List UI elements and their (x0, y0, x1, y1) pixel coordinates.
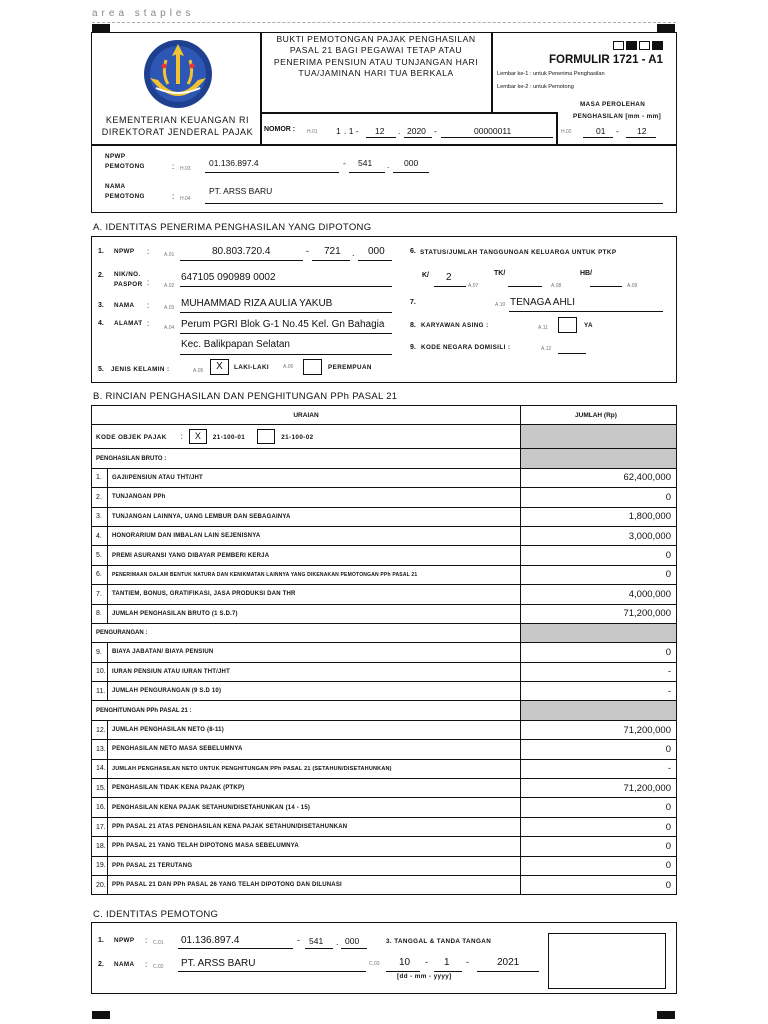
corner-mark (657, 24, 675, 32)
row-amount: 62,400,000 (521, 468, 677, 487)
table-row (92, 856, 677, 875)
row-description: BIAYA JABATAN/ BIAYA PENSIUN (108, 643, 521, 662)
masa-to: 12 (637, 126, 647, 136)
alamat-line-1: Perum PGRI Blok G-1 No.45 Kel. Gn Bahagia (181, 319, 385, 330)
nomor-part: 00000011 (474, 126, 512, 136)
row-description: JUMLAH PENGHASILAN NETO (8-11) (108, 720, 521, 739)
masa-label-2: PENGHASILAN [mm - mm] (573, 113, 662, 120)
row-amount: 71,200,000 (521, 779, 677, 798)
kode-objek-row: KODE OBJEK PAJAK : X 21-100-01 21-100-02 (92, 425, 521, 449)
npwp-pemotong-label: NPWP PEMOTONG (105, 153, 145, 170)
signature-box[interactable] (548, 933, 666, 989)
tanggal-dd: 10 (399, 957, 411, 968)
row-number: 13. (92, 740, 108, 759)
row-amount: - (521, 682, 677, 701)
row-amount: 71,200,000 (521, 720, 677, 739)
npwp-pemotong-c: 01.136.897.4 (181, 935, 240, 946)
row-description: TUNJANGAN PPh (108, 488, 521, 507)
row-number: 7. (92, 585, 108, 604)
row-number: 17. (92, 817, 108, 836)
alamat-line-2: Kec. Balikpapan Selatan (181, 339, 290, 350)
pengurangan-heading (92, 623, 677, 642)
row-number: 11. (92, 682, 108, 701)
title-line: PASAL 21 BAGI PEGAWAI TETAP ATAU (289, 45, 463, 56)
row-amount: 0 (521, 856, 677, 875)
sheet-1-note: Lembar ke-1 : untuk Penerima Penghasilan (497, 71, 605, 77)
row-amount: - (521, 759, 677, 778)
row-amount: 1,800,000 (521, 507, 677, 526)
row-amount: 0 (521, 643, 677, 662)
row-amount: - (521, 662, 677, 681)
form-title: FORMULIR 1721 - A1 (549, 54, 663, 66)
row-amount: 0 (521, 875, 677, 894)
row-number: 16. (92, 798, 108, 817)
table-row (92, 565, 677, 584)
row-amount: 71,200,000 (521, 604, 677, 623)
nama-pemotong: PT. ARSS BARU (209, 186, 273, 196)
table-row (92, 507, 677, 526)
row-amount: 0 (521, 565, 677, 584)
pengurangan-heading: PENGURANGAN : (92, 623, 521, 642)
table-row (92, 875, 677, 894)
jabatan: TENAGA AHLI (510, 297, 576, 308)
staples-line (92, 22, 676, 23)
row-number: 15. (92, 779, 108, 798)
row-amount: 0 (521, 798, 677, 817)
row-amount: 0 (521, 740, 677, 759)
corner-mark (92, 24, 110, 32)
table-row (92, 546, 677, 565)
row-number: 18. (92, 837, 108, 856)
table-row (92, 585, 677, 604)
rincian-table (91, 405, 677, 895)
masa-code: H.02 (561, 129, 572, 135)
penghitungan-heading: PENGHITUNGAN PPh PASAL 21 : (92, 701, 521, 720)
table-row (92, 779, 677, 798)
row-amount: 4,000,000 (521, 585, 677, 604)
table-row (92, 643, 677, 662)
row-number: 12. (92, 720, 108, 739)
kode-21-100-01-checkbox[interactable]: X (189, 429, 207, 444)
table-row (92, 759, 677, 778)
nama-pemotong-c: PT. ARSS BARU (181, 958, 256, 969)
nama-pemotong-label: NAMA PEMOTONG (105, 183, 145, 200)
row-number: 1. (92, 468, 108, 487)
table-row (92, 604, 677, 623)
row-description: PREMI ASURANSI YANG DIBAYAR PEMBERI KERJA (108, 546, 521, 565)
form-code-marks (613, 41, 663, 52)
row-description: PPh PASAL 21 ATAS PENGHASILAN KENA PAJAK SETAHUN/DISETAHUNKAN (108, 817, 521, 836)
row-amount: 0 (521, 837, 677, 856)
row-number: 6. (92, 565, 108, 584)
row-description: PENERIMAAN DALAM BENTUK NATURA DAN KENIKMATAN LAINNYA YANG DIKENAKAN PEMOTONGAN PPh PASAL 21 (108, 565, 521, 584)
nomor-part: . 1 - (344, 126, 359, 136)
row-number: 5. (92, 546, 108, 565)
table-row (92, 682, 677, 701)
row-number: 4. (92, 526, 108, 545)
row-description: TUNJANGAN LAINNYA, UANG LEMBUR DAN SEBAGAINYA (108, 507, 521, 526)
title-line: TUA/JAMINAN HARI TUA BERKALA (298, 68, 454, 79)
section-a-box (91, 236, 677, 383)
masa-from: 01 (596, 126, 606, 136)
row-number: 19. (92, 856, 108, 875)
section-c-title: C. IDENTITAS PEMOTONG (93, 909, 219, 920)
corner-mark (657, 1011, 675, 1019)
tanggungan-k: 2 (446, 272, 452, 283)
col-jumlah: JUMLAH (Rp) (521, 406, 677, 425)
table-row (92, 526, 677, 545)
form-heading (262, 34, 490, 80)
row-number: 10. (92, 662, 108, 681)
table-row (92, 798, 677, 817)
table-row (92, 662, 677, 681)
kode-objek-row (92, 425, 677, 449)
table-row (92, 817, 677, 836)
row-amount: 0 (521, 546, 677, 565)
table-row (92, 488, 677, 507)
row-description: JUMLAH PENGHASILAN BRUTO (1 S.D.7) (108, 604, 521, 623)
col-uraian: URAIAN (92, 406, 521, 425)
directorate-name: DIREKTORAT JENDERAL PAJAK (101, 127, 254, 137)
row-description: JUMLAH PENGHASILAN NETO UNTUK PENGHITUNGAN PPh PASAL 21 (SETAHUN/DISETAHUNKAN) (108, 759, 521, 778)
row-description: PENGHASILAN KENA PAJAK SETAHUN/DISETAHUNKAN (14 - 15) (108, 798, 521, 817)
row-number: 3. (92, 507, 108, 526)
row-amount: 3,000,000 (521, 526, 677, 545)
tanggal-mm: 1 (444, 957, 450, 968)
staples-label: area staples (92, 8, 195, 19)
row-description: TANTIEM, BONUS, GRATIFIKASI, JASA PRODUKSI DAN THR (108, 585, 521, 604)
nomor-part: 2020 (407, 126, 426, 136)
table-header (92, 406, 677, 425)
laki-laki-checkbox[interactable]: X (210, 359, 229, 375)
row-number: 2. (92, 488, 108, 507)
masa-label: MASA PEROLEHAN (580, 101, 646, 108)
nomor-part: 12 (375, 126, 385, 136)
ministry-name: KEMENTERIAN KEUANGAN RI (105, 115, 250, 125)
row-description: JUMLAH PENGURANGAN (9 S.D 10) (108, 682, 521, 701)
table-row (92, 720, 677, 739)
row-description: PENGHASILAN TIDAK KENA PAJAK (PTKP) (108, 779, 521, 798)
row-description: PPh PASAL 21 YANG TELAH DIPOTONG MASA SEBELUMNYA (108, 837, 521, 856)
bruto-heading: PENGHASILAN BRUTO : (92, 449, 521, 468)
row-number: 8. (92, 604, 108, 623)
ministry-logo (138, 34, 218, 114)
corner-mark (92, 1011, 110, 1019)
kode-21-100-02-checkbox[interactable] (257, 429, 275, 444)
table-row (92, 740, 677, 759)
perempuan-checkbox[interactable] (303, 359, 322, 375)
nama-penerima: MUHAMMAD RIZA AULIA YAKUB (181, 298, 333, 309)
nomor-part: 1 (336, 126, 341, 136)
row-description: HONORARIUM DAN IMBALAN LAIN SEJENISNYA (108, 526, 521, 545)
section-a-title: A. IDENTITAS PENERIMA PENGHASILAN YANG DIPOTONG (93, 222, 372, 233)
row-number: 20. (92, 875, 108, 894)
row-description: PENGHASILAN NETO MASA SEBELUMNYA (108, 740, 521, 759)
row-number: 14. (92, 759, 108, 778)
bruto-heading (92, 449, 677, 468)
penghitungan-heading (92, 701, 677, 720)
row-number: 9. (92, 643, 108, 662)
title-line: PENERIMA PENSIUN ATAU TUNJANGAN HARI (273, 56, 479, 67)
title-line: BUKTI PEMOTONGAN PAJAK PENGHASILAN (276, 34, 476, 44)
nik-penerima: 647105 090989 0002 (181, 272, 276, 283)
sheet-2-note: Lembar ke-2 : untuk Pemotong (497, 84, 574, 90)
row-description: PPh PASAL 21 TERUTANG (108, 856, 521, 875)
table-row (92, 837, 677, 856)
row-amount: 0 (521, 488, 677, 507)
row-description: GAJI/PENSIUN ATAU THT/JHT (108, 468, 521, 487)
kode-objek-label: KODE OBJEK PAJAK (96, 434, 167, 442)
row-amount: 0 (521, 817, 677, 836)
tanggal-yyyy: 2021 (497, 957, 520, 968)
karyawan-asing-checkbox[interactable] (558, 317, 577, 333)
section-b-title: B. RINCIAN PENGHASILAN DAN PENGHITUNGAN PPh PASAL 21 (93, 391, 398, 402)
nomor-label: NOMOR : (264, 126, 296, 133)
row-description: IURAN PENSIUN ATAU IURAN THT/JHT (108, 662, 521, 681)
npwp-pemotong: 01.136.897.4 (209, 158, 259, 168)
npwp-penerima: 80.803.720.4 (212, 246, 271, 257)
row-description: PPh PASAL 21 DAN PPh PASAL 26 YANG TELAH DIPOTONG DAN DILUNASI (108, 875, 521, 894)
table-row (92, 468, 677, 487)
